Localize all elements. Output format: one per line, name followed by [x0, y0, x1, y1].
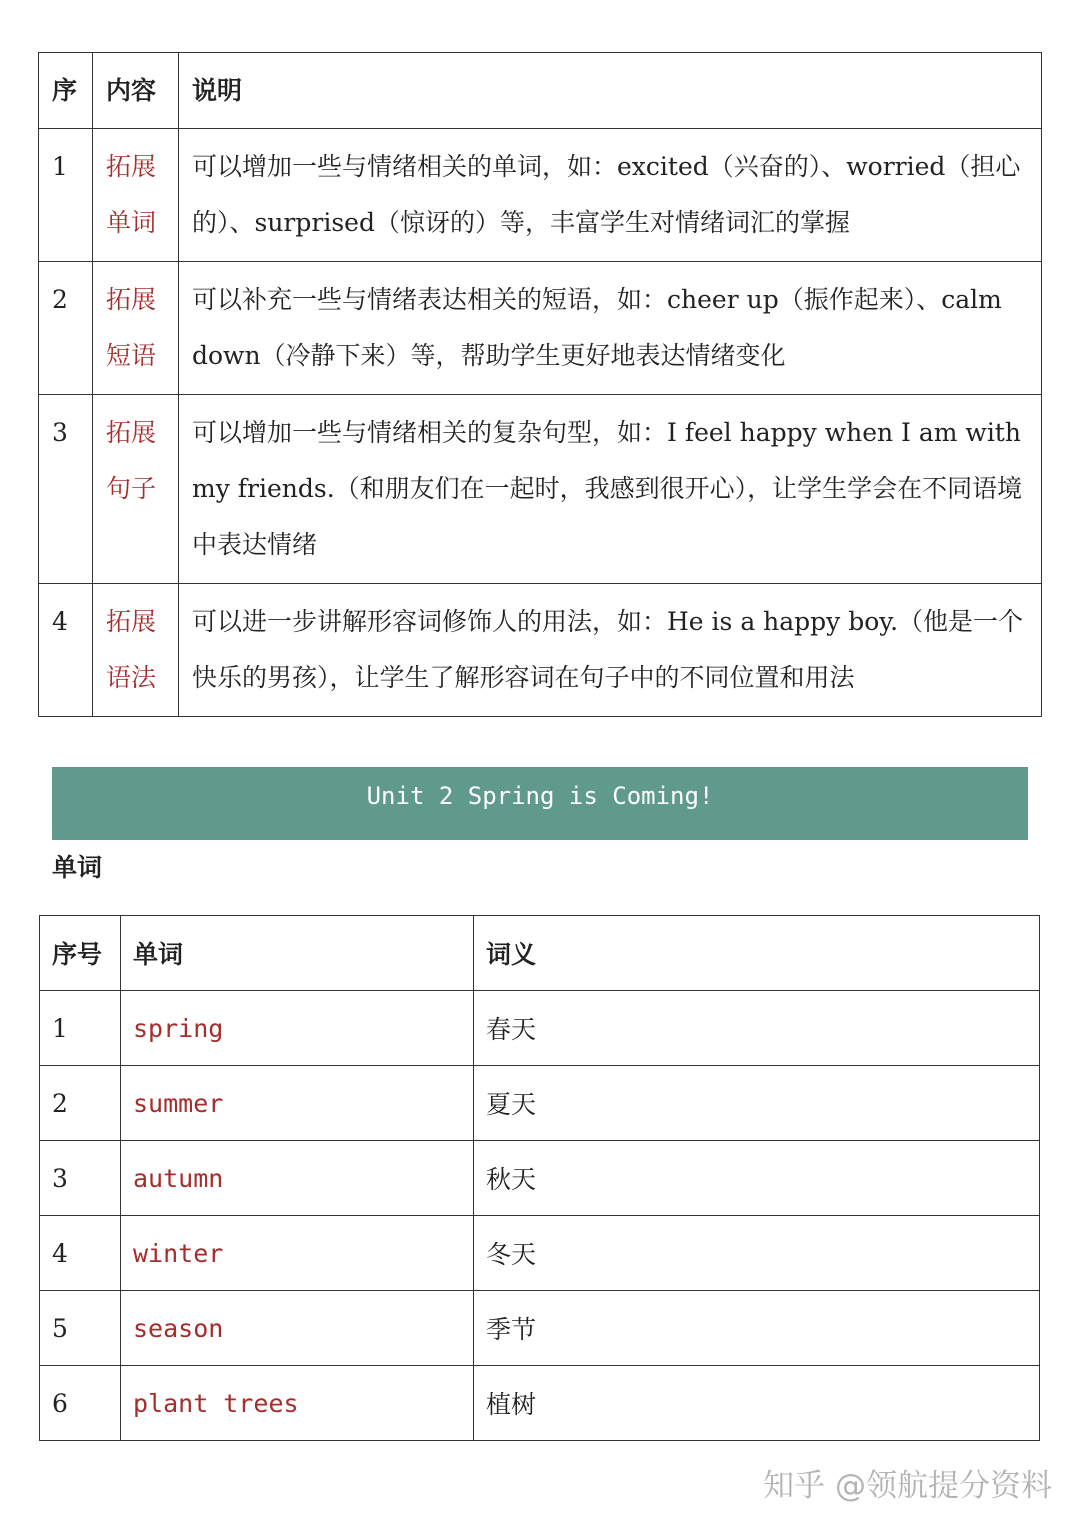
table-row — [39, 129, 1042, 262]
row-no: 4 — [39, 584, 93, 717]
row-no: 6 — [40, 1366, 121, 1441]
row-no: 2 — [39, 262, 93, 395]
row-no: 3 — [39, 395, 93, 584]
header-cell-no: 序号 — [40, 916, 121, 991]
table-row — [39, 395, 1042, 584]
header-cell-word: 单词 — [121, 916, 474, 991]
row-meaning: 秋天 — [474, 1141, 1040, 1216]
row-content: 拓展句子 — [93, 395, 179, 584]
row-desc: 可以补充一些与情绪表达相关的短语，如：cheer up（振作起来）、calm down（冷静下来）等，帮助学生更好地表达情绪变化 — [179, 262, 1042, 395]
row-word: summer — [121, 1066, 474, 1141]
row-word: plant trees — [121, 1366, 474, 1441]
table-header-row — [39, 53, 1042, 129]
table-header-row — [40, 916, 1040, 991]
row-no: 3 — [40, 1141, 121, 1216]
table-row — [40, 1291, 1040, 1366]
table-row — [40, 991, 1040, 1066]
unit-banner: Unit 2 Spring is Coming! — [52, 767, 1028, 840]
header-cell-no: 序 — [39, 53, 93, 129]
row-content: 拓展语法 — [93, 584, 179, 717]
header-cell-meaning: 词义 — [474, 916, 1040, 991]
row-content: 拓展短语 — [93, 262, 179, 395]
row-no: 1 — [39, 129, 93, 262]
row-desc: 可以增加一些与情绪相关的单词，如：excited（兴奋的）、worried（担心的）、surprised（惊讶的）等，丰富学生对情绪词汇的掌握 — [179, 129, 1042, 262]
row-word: spring — [121, 991, 474, 1066]
header-cell-content: 内容 — [93, 53, 179, 129]
vocabulary-table — [39, 915, 1040, 1441]
section-title: 单词 — [52, 853, 103, 882]
row-word: autumn — [121, 1141, 474, 1216]
table-row — [40, 1216, 1040, 1291]
extension-table — [38, 52, 1042, 717]
row-content: 拓展单词 — [93, 129, 179, 262]
table-row — [40, 1366, 1040, 1441]
row-meaning: 冬天 — [474, 1216, 1040, 1291]
table-row — [39, 584, 1042, 717]
row-no: 5 — [40, 1291, 121, 1366]
row-meaning: 季节 — [474, 1291, 1040, 1366]
row-desc: 可以增加一些与情绪相关的复杂句型，如：I feel happy when I am with my friends.（和朋友们在一起时，我感到很开心），让学生学会在不同语境中表达情绪 — [179, 395, 1042, 584]
row-meaning: 植树 — [474, 1366, 1040, 1441]
row-word: winter — [121, 1216, 474, 1291]
table-row — [40, 1066, 1040, 1141]
watermark: 知乎 @领航提分资料 — [763, 1468, 1052, 1504]
row-no: 1 — [40, 991, 121, 1066]
row-meaning: 夏天 — [474, 1066, 1040, 1141]
row-no: 4 — [40, 1216, 121, 1291]
table-row — [39, 262, 1042, 395]
table-row — [40, 1141, 1040, 1216]
row-desc: 可以进一步讲解形容词修饰人的用法，如：He is a happy boy.（他是一个快乐的男孩），让学生了解形容词在句子中的不同位置和用法 — [179, 584, 1042, 717]
header-cell-desc: 说明 — [179, 53, 1042, 129]
row-word: season — [121, 1291, 474, 1366]
row-no: 2 — [40, 1066, 121, 1141]
row-meaning: 春天 — [474, 991, 1040, 1066]
